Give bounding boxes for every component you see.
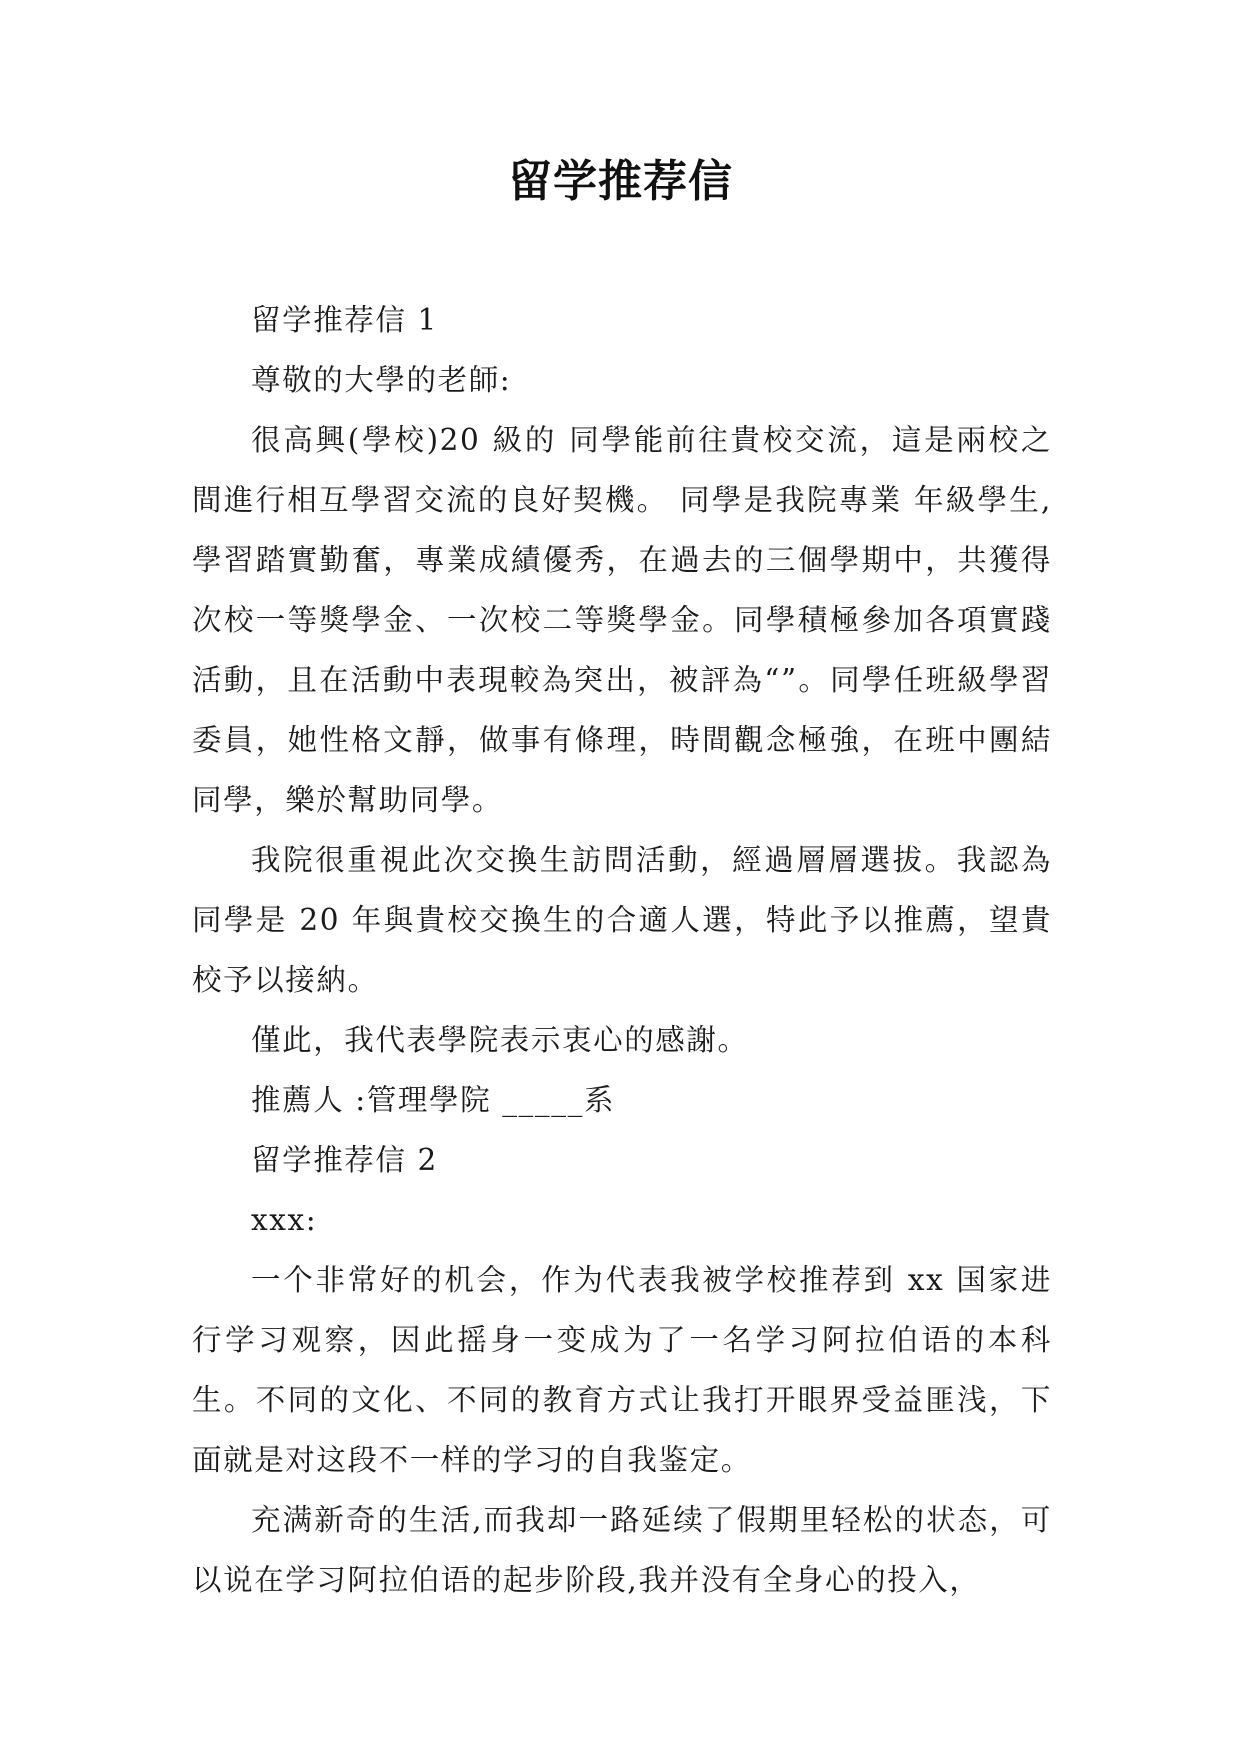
paragraph: 一个非常好的机会，作为代表我被学校推荐到 xx 国家进行学习观察，因此摇身一变成为了一名学习阿拉伯语的本科生。不同的文化、不同的教育方式让我打开眼界受益匪浅，下面就是对这段不一样的学习的自我鉴定。 <box>192 1263 1052 1477</box>
section-heading-letter-1: 留学推荐信 1 <box>251 303 438 337</box>
salutation: 尊敬的大學的老師: <box>251 363 512 397</box>
document-body <box>192 290 1052 1610</box>
page-title: 留学推荐信 <box>508 156 733 207</box>
paragraph: 很高興(學校)20 級的 同學能前往貴校交流，這是兩校之間進行相互學習交流的良好契機。 同學是我院專業 年級學生,學習踏實勤奮，專業成績優秀，在過去的三個學期中，共獲得次校一等獎學金、一次校二等獎學金。同學積極參加各項實踐活動，且在活動中表現較為突出，被評為“”。同學任班級學習委員，她性格文靜，做事有條理，時間觀念極強，在班中團結同學，樂於幫助同學。 <box>192 423 1052 817</box>
salutation: xxx: <box>251 1203 318 1237</box>
section-heading-letter-2: 留学推荐信 2 <box>251 1143 438 1177</box>
paragraph: 充满新奇的生活,而我却一路延续了假期里轻松的状态，可以说在学习阿拉伯语的起步阶段,我并没有全身心的投入， <box>192 1503 1052 1597</box>
paragraph: 我院很重視此次交換生訪問活動，經過層層選拔。我認為同學是 20 年與貴校交換生的合適人選，特此予以推薦，望貴校予以接納。 <box>192 843 1052 997</box>
signature-line: 推薦人 :管理學院 _____系 <box>251 1083 616 1117</box>
paragraph: 僅此，我代表學院表示衷心的感謝。 <box>251 1023 749 1057</box>
